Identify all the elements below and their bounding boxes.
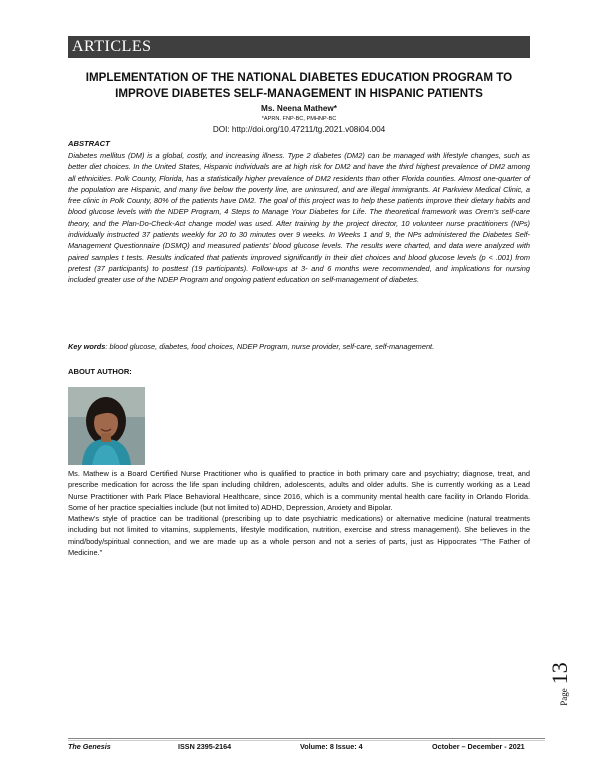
- doi-link[interactable]: DOI: http://doi.org/10.47211/tg.2021.v08i04.004: [212, 125, 386, 134]
- keywords-label: Key words: [68, 342, 106, 351]
- bio-paragraph-2: Mathew’s style of practice can be traditional (prescribing up to date psychiatric medications) or alternative medicine (natural treatments including but not limited to vitamins, supplements, lifestyle modification, nutrition, exercise and stress management). She believes in the mind/body/spiritual connection, and we are made up as a whole person and not a series of parts, just as Hippocrates "The Father of Medicine.": [68, 514, 530, 558]
- section-banner: [68, 36, 530, 58]
- footer-issn: ISSN 2395-2164: [178, 742, 232, 751]
- footer-journal: The Genesis: [68, 742, 111, 751]
- footer-date: October – December - 2021: [432, 742, 525, 751]
- page-word: Page: [558, 688, 569, 706]
- footer-volume: Volume: 8 Issue: 4: [300, 742, 363, 751]
- author-name: Ms. Neena Mathew*: [261, 104, 337, 113]
- author-bio: [68, 468, 530, 558]
- keywords: [68, 342, 530, 351]
- abstract-text: Diabetes mellitus (DM) is a global, costly, and increasing illness. Type 2 diabetes (DM2) can be managed with lifestyle changes, such as better diet choices. In the United States, Hispanic individuals are at high risk for DM2 and have the third highest prevalence of DM2 among all ethnicities. Polk County, Florida, has a statistically higher prevalence of DM2 residents than other Florida counties. Almost one-quarter of the population are Hispanic, and many live below the poverty line, are uninsured, and are illegal immigrants. At Parkview Medical Clinic, a free clinic in Polk County, 80% of the patients have DM2. The goal of this project was to help these patients improve their dietary habits and blood glucose levels with the NDEP Program, 4 Steps to Manage Your Diabetes for Life. The theoretical framework was Orem’s self-care theory, and the Plan-Do-Check-Act change model was used. After training by the project director, 10 volunteer nurse practitioners (NPs) individually instructed 37 patients weekly for 20 to 30 minutes over 9 weeks. In Weeks 1 and 9, the NPs administered the Diabetes Self-Management Questionnaire (DSMQ) and measured patients’ blood glucose levels. The results were charted, and data were analyzed with paired samples t tests. Results indicated that patients improved significantly in their diet choices and blood glucose levels (p < .001) from pretest (37 participants) to posttest (19 participants). Follow-ups at 3- and 6 months were recommended, and implications for nursing included greater use of the NDEP Program and ongoing patient education on self-management of diabetes.: [68, 151, 530, 285]
- abstract-heading: ABSTRACT: [68, 139, 110, 148]
- bio-paragraph-1: Ms. Mathew is a Board Certified Nurse Practitioner who is qualified to practice in both primary care and psychiatry; diagnose, treat, and prescribe medication for across the life span including children, adolescents, adults and older adults. She is currently working as a Lead Nurse Practitioner with Park Place Behavioral Healthcare, since 2016, which is a community mental health care facility in Orlando Florida. Some of her practice specialties include (but not limited to) ADHD, Depression, Anxiety and Bipolar.: [68, 469, 530, 512]
- about-author-heading: ABOUT AUTHOR:: [68, 367, 132, 376]
- keywords-list: : blood glucose, diabetes, food choices, NDEP Program, nurse provider, self-care, self-management.: [105, 342, 435, 351]
- article-title: IMPLEMENTATION OF THE NATIONAL DIABETES EDUCATION PROGRAM TO IMPROVE DIABETES SELF-MANAGEMENT IN HISPANIC PATIENTS: [85, 71, 513, 100]
- page-number: [546, 655, 586, 715]
- footer-divider-thin: [68, 740, 545, 741]
- footer-divider: [68, 738, 545, 739]
- section-banner-label: ARTICLES: [72, 38, 152, 55]
- author-credentials: *APRN. FNP-BC, PMHNP-BC: [261, 116, 337, 122]
- page-number-value: 13: [546, 662, 572, 685]
- author-photo: [68, 387, 145, 465]
